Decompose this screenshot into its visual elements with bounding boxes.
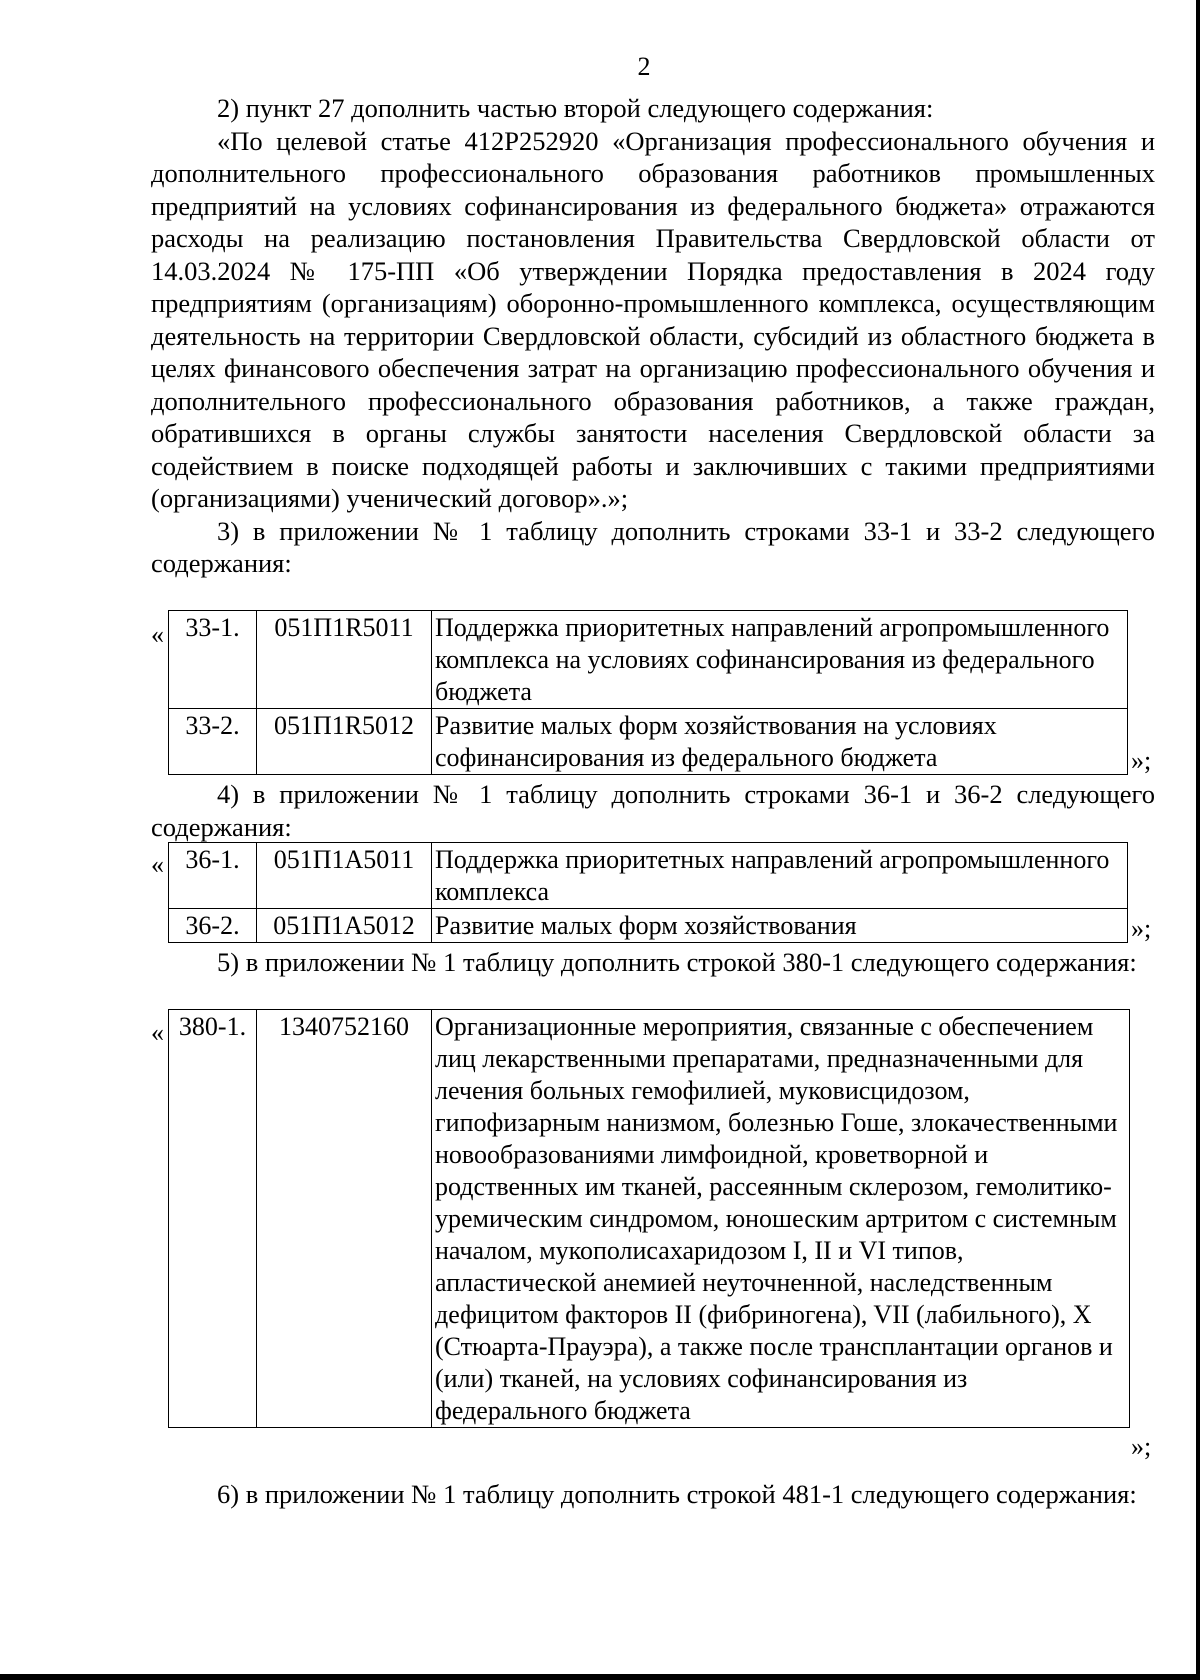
row-description: Поддержка приоритетных направлений агропромышленного комплекса bbox=[432, 843, 1128, 909]
page-number: 2 bbox=[637, 52, 651, 81]
item-2-block bbox=[151, 92, 1155, 580]
row-code: 1340752160 bbox=[257, 1010, 432, 1428]
row-code: 051П1А5011 bbox=[257, 843, 432, 909]
row-description: Организационные мероприятия, связанные с обеспечением лиц лекарственными препаратами, предназначенными для лечения больных гемофилией, муковисцидозом, гипофизарным нанизмом, болезнью Гоше, злокачественными новообразованиями лимфоидной, кроветворной и родственных им тканей, рассеянным склерозом, гемолитико-уремическим синдромом, юношеским артритом с системным началом, мукополисахаридозом I, II и VI типов, апластической анемией неуточненной, наследственным дефицитом факторов II (фибриногена), VII (лабильного), X (Стюарта-Прауэра), а также после трансплантации органов и (или) тканей, на условиях софинансирования из федерального бюджета bbox=[432, 1010, 1130, 1428]
table-3-open-quote: « bbox=[151, 620, 164, 649]
table-row bbox=[169, 611, 1128, 709]
item-3-intro: 3) в приложении № 1 таблицу дополнить строками 33-1 и 33-2 следующего содержания: bbox=[151, 515, 1155, 578]
table-4-close-quote: »; bbox=[1131, 914, 1152, 943]
table-row bbox=[169, 709, 1128, 775]
row-number: 36-2. bbox=[169, 909, 257, 943]
row-description: Развитие малых форм хозяйствования bbox=[432, 909, 1128, 943]
table-item-4 bbox=[168, 842, 1128, 943]
row-code: 051П1А5012 bbox=[257, 909, 432, 943]
item-6-block bbox=[151, 1478, 1155, 1511]
row-code: 051П1R5011 bbox=[257, 611, 432, 709]
item-2-intro: 2) пункт 27 дополнить частью второй следующего содержания: bbox=[217, 93, 934, 123]
table-row bbox=[169, 909, 1128, 943]
table-5-close-quote: »; bbox=[1131, 1432, 1152, 1461]
row-number: 36-1. bbox=[169, 843, 257, 909]
table-item-3 bbox=[168, 610, 1128, 775]
row-description: Развитие малых форм хозяйствования на условиях софинансирования из федерального бюджета bbox=[432, 709, 1128, 775]
item-5-intro: 5) в приложении № 1 таблицу дополнить строкой 380-1 следующего содержания: bbox=[217, 947, 1137, 977]
row-description: Поддержка приоритетных направлений агропромышленного комплекса на условиях софинансирования из федерального бюджета bbox=[432, 611, 1128, 709]
item-2-body: «По целевой статье 412Р252920 «Организация профессионального обучения и дополнительного профессионального образования работников промышленных предприятий на условиях софинансирования из федерального бюджета» отражаются расходы на реализацию постановления Правительства Свердловской области от 14.03.2024 № 175-ПП «Об утверждении Порядка предоставления в 2024 году предприятиям (организациям) оборонно-промышленного комплекса, осуществляющим деятельность на территории Свердловской области, субсидий из областного бюджета в целях финансового обеспечения затрат на организацию профессионального обучения и дополнительного профессионального образования работников, а также граждан, обратившихся в органы службы занятости населения Свердловской области за содействием в поиске подходящей работы и заключивших с такими предприятиями (организациями) ученический договор».»; bbox=[151, 125, 1155, 513]
row-number: 33-1. bbox=[169, 611, 257, 709]
item-6-intro: 6) в приложении № 1 таблицу дополнить строкой 481-1 следующего содержания: bbox=[217, 1479, 1137, 1509]
row-code: 051П1R5012 bbox=[257, 709, 432, 775]
table-4-open-quote: « bbox=[151, 850, 164, 879]
table-5-open-quote: « bbox=[151, 1018, 164, 1047]
table-row bbox=[169, 843, 1128, 909]
scan-edge-right bbox=[1196, 0, 1200, 1680]
item-4-intro: 4) в приложении № 1 таблицу дополнить строками 36-1 и 36-2 следующего содержания: bbox=[151, 779, 1155, 842]
table-row bbox=[169, 1010, 1130, 1428]
table-3-close-quote: »; bbox=[1131, 746, 1152, 775]
item-5-block bbox=[151, 946, 1155, 979]
scan-edge-bottom bbox=[0, 1674, 1200, 1680]
item-4-block bbox=[151, 778, 1155, 843]
table-item-5 bbox=[168, 1009, 1130, 1428]
row-number: 33-2. bbox=[169, 709, 257, 775]
row-number: 380-1. bbox=[169, 1010, 257, 1428]
